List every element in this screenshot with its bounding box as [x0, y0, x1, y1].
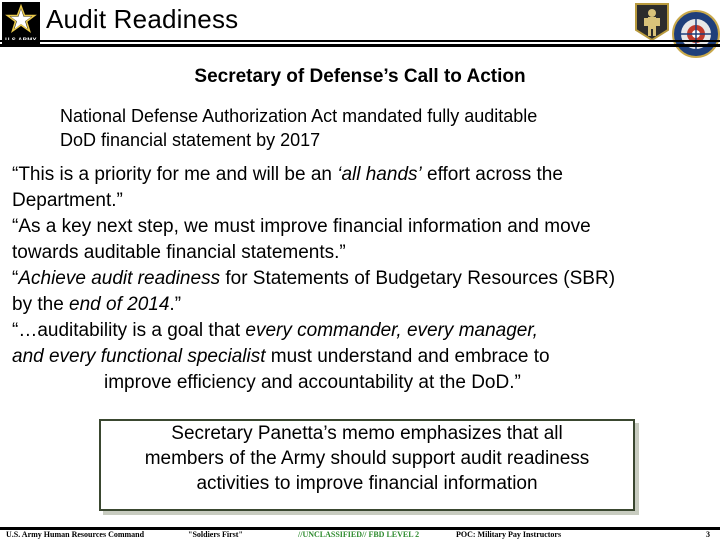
slide-header: [0, 0, 720, 46]
intro-line-2: DoD financial statement by 2017: [60, 130, 321, 150]
quote-text: “…auditability is a goal that: [12, 320, 246, 341]
callout-line-2: members of the Army should support audit readiness: [144, 448, 590, 469]
quote-4-line-1: [12, 318, 538, 344]
quote-text: effort across the: [421, 164, 563, 185]
soldier-emblem-icon: [634, 2, 670, 42]
quote-4-line-2: [12, 344, 550, 370]
quote-text: “: [12, 268, 19, 289]
quote-emphasis: Achieve audit readiness: [18, 268, 221, 289]
quote-3-line-2: [12, 292, 181, 318]
quote-text: “This is a priority for me and will be an: [12, 164, 338, 185]
quote-2-line-1: “As a key next step, we must improve financial information and move: [12, 216, 591, 237]
quote-text: must understand and embrace to: [265, 346, 550, 367]
footer-poc: POC: Military Pay Instructors: [456, 530, 562, 539]
callout-line-3: activities to improve financial information: [196, 473, 538, 494]
star-icon: [5, 4, 37, 34]
quote-2-line-2: towards auditable financial statements.”: [12, 242, 346, 263]
footer-motto: "Soldiers First": [188, 530, 243, 539]
intro-paragraph: [60, 104, 700, 152]
callout-box: [99, 419, 635, 511]
quote-3-line-1: [12, 266, 615, 292]
quote-emphasis: end of 2014: [69, 294, 170, 315]
callout-text: [103, 421, 631, 496]
footer-org: U.S. Army Human Resources Command: [6, 530, 145, 539]
header-divider-thick: [0, 44, 720, 47]
header-divider-thin: [0, 40, 720, 42]
page-number: 3: [706, 530, 710, 539]
quote-1-line-2: Department.”: [12, 190, 123, 211]
quote-4-line-3: improve efficiency and accountability at the DoD.”: [104, 372, 521, 393]
page-title: Audit Readiness: [46, 4, 239, 34]
slide-subtitle: Secretary of Defense’s Call to Action: [194, 66, 526, 87]
callout-line-1: Secretary Panetta’s memo emphasizes that all: [171, 423, 563, 444]
quote-emphasis: every commander, every manager,: [245, 320, 538, 341]
quote-text: for Statements of Budgetary Resources (SBR): [220, 268, 616, 289]
quote-emphasis: ‘all hands’: [337, 164, 422, 185]
quote-1-line-1: [12, 162, 563, 188]
quote-emphasis: and every functional specialist: [12, 346, 266, 367]
footer-classification: //UNCLASSIFIED// FBD LEVEL 2: [298, 530, 420, 539]
quote-text: by the: [12, 294, 70, 315]
intro-line-1: National Defense Authorization Act mandated fully auditable: [60, 106, 538, 126]
quote-text: .”: [169, 294, 182, 315]
agency-seal-icon: [672, 10, 720, 58]
